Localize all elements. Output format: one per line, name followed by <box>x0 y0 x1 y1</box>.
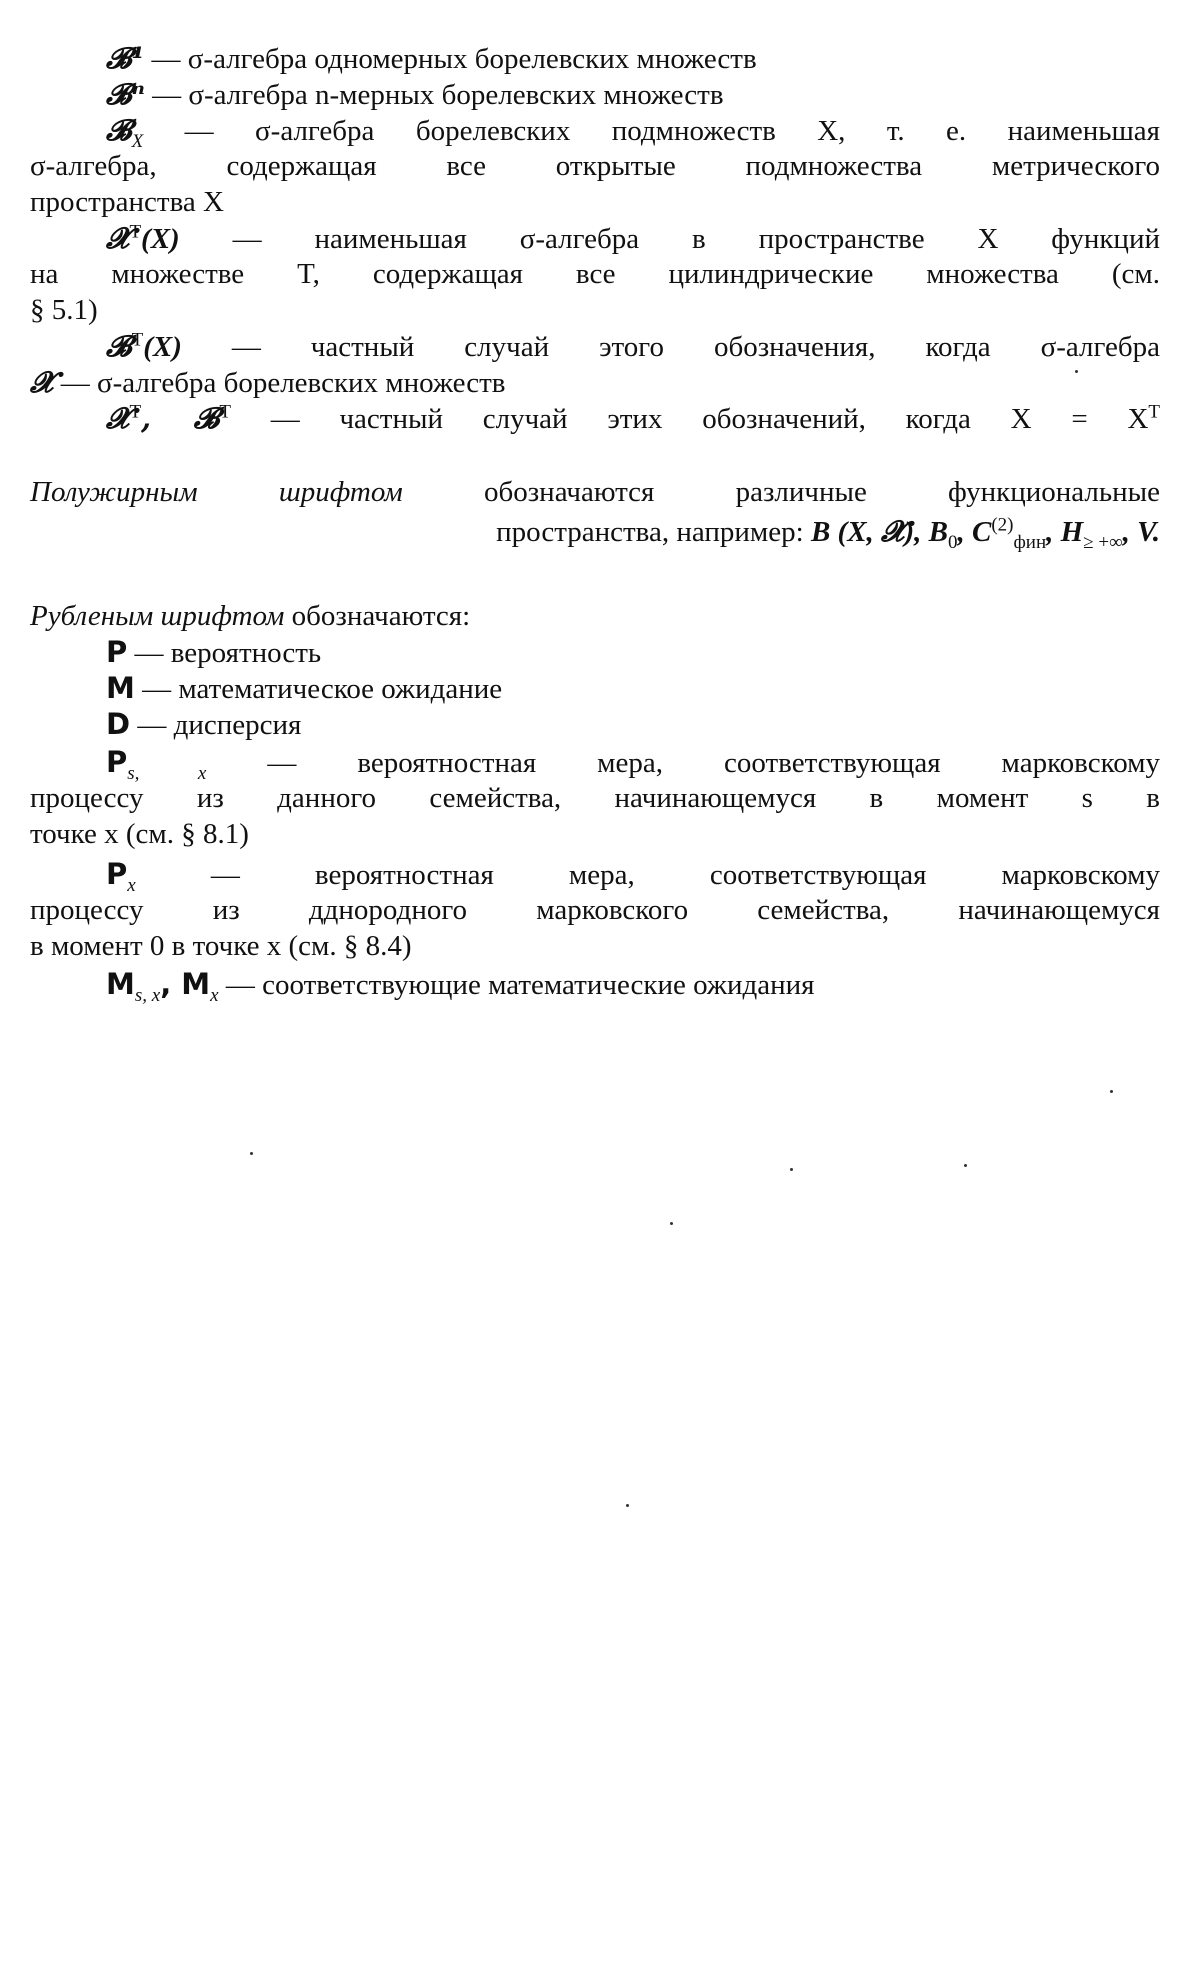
text-line: в момент 0 в точке x (см. § 8.4) <box>30 930 412 962</box>
def-borel-1d: 𝓑¹ — σ-алгебра одномерных борелевских множеств <box>106 41 757 75</box>
text-line: процессу из дднородного марковского семейства, начинающемуся <box>30 894 1160 926</box>
def-prob-measure-x: $P_x$ — вероятностная мера, соответствующая марковскому <box>106 857 1160 896</box>
def-expectation: M — математическое ожидание <box>106 671 503 705</box>
sans-font-heading: Рубленым шрифтом обозначаются: <box>30 600 471 632</box>
scan-speck <box>790 1168 793 1171</box>
text-line: на множестве T, содержащая все цилиндрические множества (см. <box>30 258 1160 290</box>
text-line: σ-алгебра, содержащая все открытые подмножества метрического <box>30 150 1160 182</box>
scan-speck <box>964 1164 967 1167</box>
scan-speck <box>670 1222 673 1225</box>
def-special-case: 𝓑$^T$(X) — частный случай этого обозначения, когда σ-алгебра <box>106 329 1160 363</box>
def-borel-x: 𝓑$_X$ — σ-алгебра борелевских подмножеств X, т. е. наименьшая <box>106 113 1160 152</box>
def-prob-measure-sx: $P_{s, x}$ — вероятностная мера, соответствующая марковскому <box>106 745 1160 784</box>
symbol: 𝓑ⁿ <box>106 77 145 111</box>
def-special-cases: 𝓧$^T$, 𝓑$^T$ — частный случай этих обозначений, когда $X = X^T$ <box>106 401 1160 435</box>
section-lead: Полужирным шрифтом <box>30 476 403 508</box>
scan-speck <box>1110 1090 1113 1093</box>
symbol: 𝓧 <box>106 221 130 255</box>
bold-font-examples: пространства, например: B (X, 𝓧), $B_0$, $C^{(2)}_{фин}$, $H_{\ge +\infty}$, V. <box>496 514 1160 553</box>
text-line: точке x (см. § 8.1) <box>30 818 249 850</box>
scan-speck <box>626 1504 629 1507</box>
def-borel-nd: 𝓑ⁿ — σ-алгебра n-мерных борелевских множеств <box>106 77 724 111</box>
symbol: 𝓧 <box>106 401 130 435</box>
text-line: процессу из данного семейства, начинающемуся в момент s в <box>30 782 1160 814</box>
symbol: M <box>106 967 135 1001</box>
def-sigma-algebra-functions: 𝓧$^T$(X) — наименьшая σ-алгебра в пространстве X функций <box>106 221 1160 255</box>
symbol: P <box>106 635 128 669</box>
symbol: P <box>106 857 128 891</box>
section-lead: Рубленым шрифтом <box>30 600 285 632</box>
scan-speck <box>1075 370 1078 373</box>
symbol: 𝓑 <box>106 329 132 363</box>
text-line: 𝓧 — σ-алгебра борелевских множеств <box>30 365 506 399</box>
text-line: пространства X <box>30 186 224 218</box>
def-expectations: $M_{s, x}$, $M_x$ — соответствующие математические ожидания <box>106 967 815 1006</box>
def-probability: P — вероятность <box>106 635 322 669</box>
bold-font-heading: Полужирным шрифтом обозначаются различные функциональные <box>30 476 1160 508</box>
scan-speck <box>250 1152 253 1155</box>
symbol: 𝓑¹ <box>106 41 145 75</box>
def-variance: D — дисперсия <box>106 707 302 741</box>
symbol: M <box>106 671 135 705</box>
text-line: § 5.1) <box>30 294 98 326</box>
symbol: 𝓑 <box>106 113 132 147</box>
symbol: D <box>106 707 131 741</box>
symbol: P <box>106 745 128 779</box>
symbol: 𝓧 <box>30 365 54 399</box>
